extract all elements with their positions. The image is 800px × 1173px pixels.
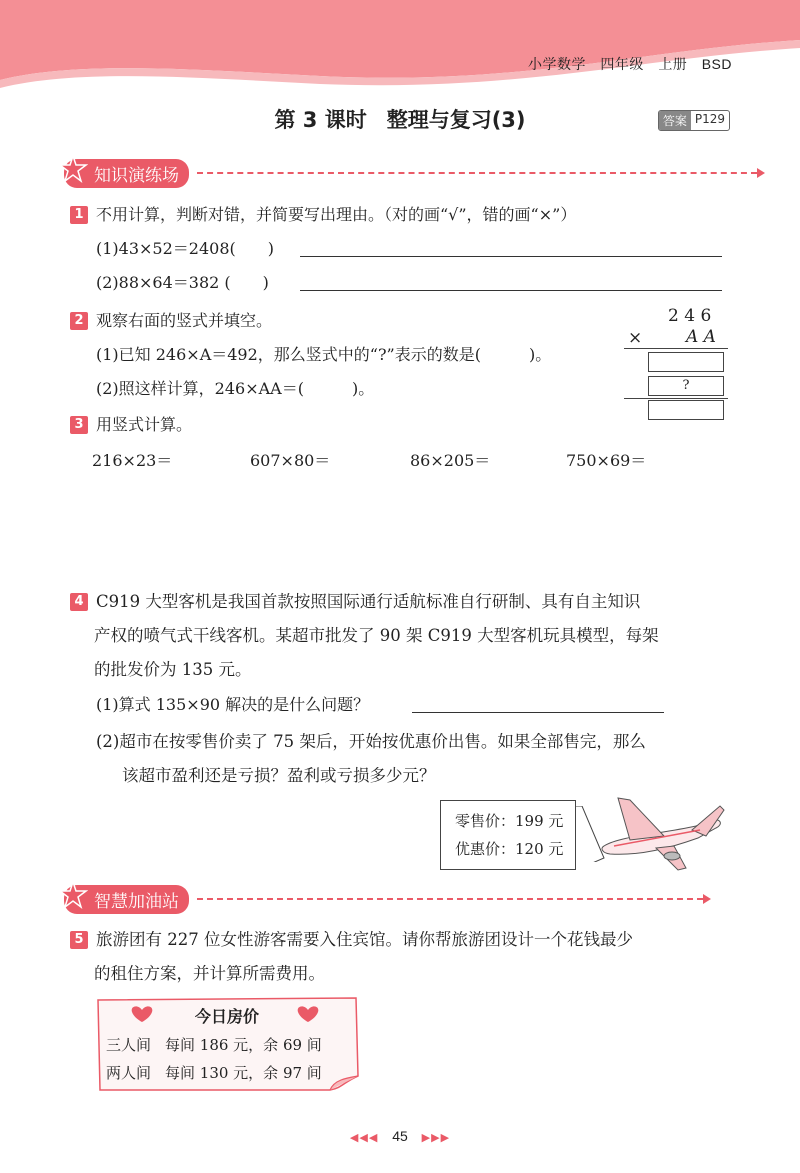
question-text: 不用计算，判断对错，并简要写出理由。（对的画“√”，错的画“×”） xyxy=(96,205,577,224)
calc-item: 750×69＝ xyxy=(566,451,647,470)
room-type: 三人间 xyxy=(106,1036,152,1054)
question-2 xyxy=(70,308,272,331)
question-1 xyxy=(70,202,576,225)
answer-label: 答案 xyxy=(659,111,691,130)
question-number: 5 xyxy=(70,931,88,949)
vertical-line xyxy=(624,348,728,349)
question-3 xyxy=(70,412,192,435)
room-row-double xyxy=(106,1062,322,1083)
section-badge xyxy=(64,159,189,188)
room-card-title: 今日房价 xyxy=(194,1007,259,1026)
question-4 xyxy=(70,588,640,612)
section-header-practice xyxy=(64,160,765,186)
multiply-sign: × xyxy=(628,328,643,348)
room-type: 两人间 xyxy=(106,1064,152,1082)
star-icon xyxy=(58,154,88,184)
question-text: 用竖式计算。 xyxy=(96,415,193,434)
room-price: 每间 130 元，余 97 间 xyxy=(165,1064,322,1082)
question-text: 观察右面的竖式并填空。 xyxy=(96,311,273,330)
answer-box[interactable] xyxy=(648,400,724,420)
header-grade: 四年级 xyxy=(600,56,644,72)
prev-arrows-icon: ◀◀◀ xyxy=(349,1132,379,1144)
question-number: 4 xyxy=(70,593,88,611)
question-text-line-3: 的批发价为 135 元。 xyxy=(94,660,252,679)
answer-box-question[interactable]: ? xyxy=(648,376,724,396)
lesson-number: 第 3 课时 xyxy=(274,108,367,132)
question-5 xyxy=(70,926,633,950)
header-banner xyxy=(0,0,800,92)
question-4-part-1: (1)算式 135×90 解决的是什么问题？ xyxy=(96,695,370,714)
question-number: 3 xyxy=(70,416,88,434)
calc-item: 607×80＝ xyxy=(250,451,331,470)
answer-reference xyxy=(658,110,730,131)
arrow-right-icon xyxy=(757,168,765,178)
retail-price: 零售价：199 元 xyxy=(455,812,564,830)
answer-line[interactable] xyxy=(300,256,722,257)
room-price: 每间 186 元，余 69 间 xyxy=(165,1036,322,1054)
next-arrows-icon: ▶▶▶ xyxy=(421,1132,451,1144)
star-icon xyxy=(58,880,88,910)
header-volume: 上册 xyxy=(658,56,688,72)
lesson-topic: 整理与复习(3) xyxy=(386,108,526,132)
header-edition: BSD xyxy=(701,56,732,72)
question-text-line-1: 旅游团有 227 位女性游客需要入住宾馆。请你帮旅游团设计一个花钱最少 xyxy=(96,930,633,949)
question-1-part-2: (2)88×64＝382 ( ) xyxy=(96,273,269,292)
page-number: 45 xyxy=(392,1128,408,1144)
section-title: 知识演练场 xyxy=(94,165,179,186)
question-4-part-2-cont: 该超市盈利还是亏损？盈利或亏损多少元？ xyxy=(122,766,436,785)
airplane-illustration xyxy=(600,790,730,874)
question-text-line-1: C919 大型客机是我国首款按照国际通行适航标准自行研制、具有自主知识 xyxy=(96,592,641,611)
vertical-top-number: 2 4 6 xyxy=(668,306,712,326)
question-text-line-2: 产权的喷气式干线客机。某超市批发了 90 架 C919 大型客机玩具模型，每架 xyxy=(94,626,659,645)
answer-line[interactable] xyxy=(412,712,664,713)
answer-line[interactable] xyxy=(300,290,722,291)
question-2-part-1: (1)已知 246×A＝492，那么竖式中的“?”表示的数是( )。 xyxy=(96,345,552,364)
section-header-challenge xyxy=(64,886,711,912)
section-title: 智慧加油站 xyxy=(94,891,179,912)
section-badge xyxy=(64,885,189,914)
arrow-right-icon xyxy=(703,894,711,904)
question-number: 2 xyxy=(70,312,88,330)
calc-item: 216×23＝ xyxy=(92,451,173,470)
discount-price: 优惠价：120 元 xyxy=(455,840,564,858)
question-text-line-2: 的租住方案，并计算所需费用。 xyxy=(94,964,325,983)
question-4-part-2: (2)超市在按零售价卖了 75 架后，开始按优惠价出售。如果全部售完，那么 xyxy=(96,732,646,751)
header-info xyxy=(518,54,732,74)
section-divider xyxy=(197,172,757,174)
calc-item: 86×205＝ xyxy=(410,451,491,470)
vertical-line xyxy=(624,398,728,399)
room-price-card xyxy=(94,996,360,1092)
section-divider xyxy=(197,898,703,900)
page-footer xyxy=(0,1128,800,1144)
question-1-part-1: (1)43×52＝2408( ) xyxy=(96,239,274,258)
question-number: 1 xyxy=(70,206,88,224)
room-row-triple xyxy=(106,1034,322,1055)
price-card xyxy=(440,800,576,870)
answer-page: P129 xyxy=(694,112,725,126)
vertical-bottom-number: A A xyxy=(686,327,716,347)
question-2-part-2: (2)照这样计算，246×AA＝( )。 xyxy=(96,379,375,398)
answer-box[interactable] xyxy=(648,352,724,372)
header-subject: 小学数学 xyxy=(528,56,587,72)
